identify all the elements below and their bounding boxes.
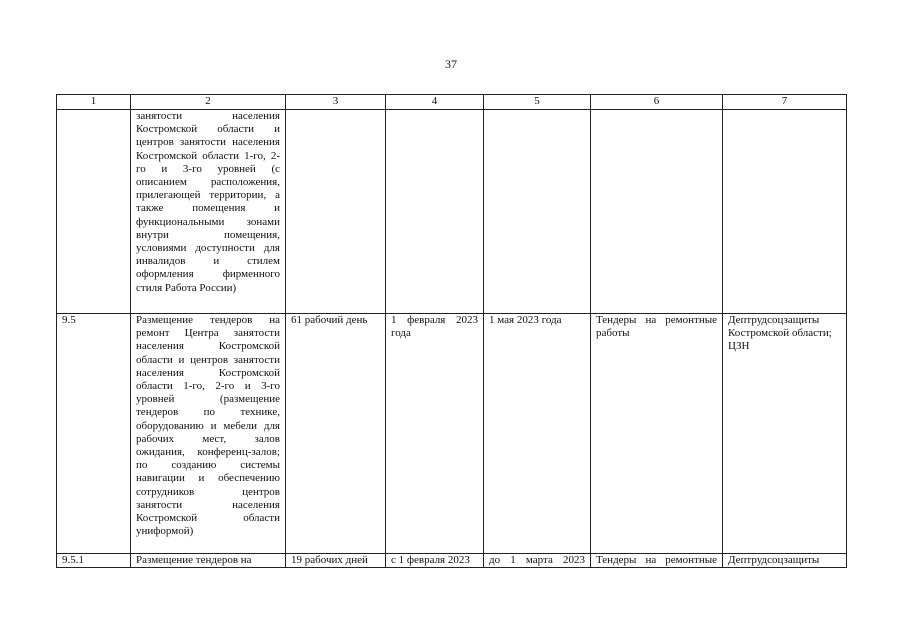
column-header-7: 7 bbox=[723, 95, 847, 110]
responsible-cell: Дептрудсоцзащиты bbox=[723, 554, 847, 568]
start-date-cell: с 1 февраля 2023 bbox=[386, 554, 484, 568]
row-number-cell bbox=[57, 110, 131, 314]
row-number-cell: 9.5 bbox=[57, 314, 131, 554]
description-cell: Размещение тендеров на ремонт Центра занятости населения Костромской области и центров занятости населения Костромской области 1-го, 2-го и 3-го уровней (размещение тендеров по технике, оборудованию и мебели для рабочих мест, залов ожидания, конференц-залов; по созданию системы навигации и обеспечению сотрудников центров занятости населения Костромской области униформой) bbox=[131, 314, 286, 554]
table-row bbox=[57, 554, 847, 568]
result-cell: Тендеры на ремонтные bbox=[591, 554, 723, 568]
row-number-cell: 9.5.1 bbox=[57, 554, 131, 568]
column-header-4: 4 bbox=[386, 95, 484, 110]
end-date-cell: 1 мая 2023 года bbox=[484, 314, 591, 554]
column-header-2: 2 bbox=[131, 95, 286, 110]
column-header-1: 1 bbox=[57, 95, 131, 110]
column-header-6: 6 bbox=[591, 95, 723, 110]
responsible-cell: Дептрудсоцзащиты Костромской области; ЦЗН bbox=[723, 314, 847, 554]
description-cell: Размещение тендеров на bbox=[131, 554, 286, 568]
page-number: 37 bbox=[445, 57, 457, 71]
duration-cell: 61 рабочий день bbox=[286, 314, 386, 554]
table-row bbox=[57, 110, 847, 314]
table-header-row bbox=[57, 95, 847, 110]
column-header-3: 3 bbox=[286, 95, 386, 110]
end-date-cell: до 1 марта 2023 bbox=[484, 554, 591, 568]
column-header-5: 5 bbox=[484, 95, 591, 110]
start-date-cell: 1 февраля 2023 года bbox=[386, 314, 484, 554]
duration-cell: 19 рабочих дней bbox=[286, 554, 386, 568]
responsible-cell bbox=[723, 110, 847, 314]
table-row bbox=[57, 314, 847, 554]
description-cell: занятости населения Костромской области и центров занятости населения Костромской области 1-го, 2-го и 3-го уровней (с описанием расположения, прилегающей территории, а также помещения и функциональными зонами внутри помещения, условиями доступности для инвалидов и стилем оформления фирменного стиля Работа России) bbox=[131, 110, 286, 314]
duration-cell bbox=[286, 110, 386, 314]
result-cell bbox=[591, 110, 723, 314]
schedule-table bbox=[56, 94, 847, 568]
end-date-cell bbox=[484, 110, 591, 314]
start-date-cell bbox=[386, 110, 484, 314]
result-cell: Тендеры на ремонтные работы bbox=[591, 314, 723, 554]
